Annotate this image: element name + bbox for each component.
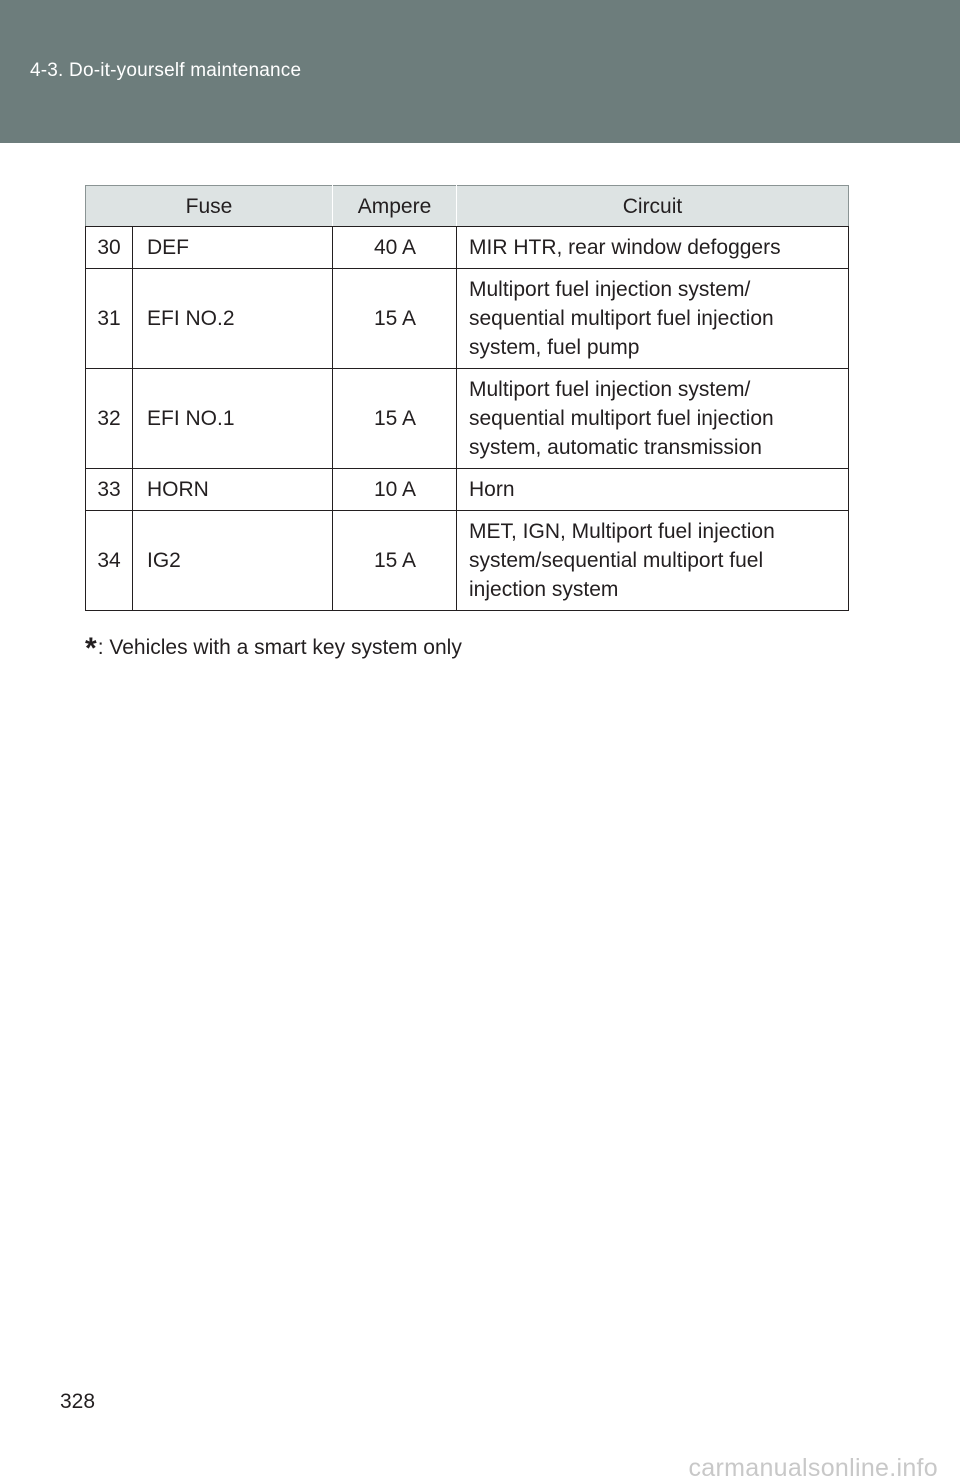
fuse-name: EFI NO.1 [133, 369, 333, 469]
fuse-name: HORN [133, 469, 333, 511]
fuse-name: IG2 [133, 511, 333, 611]
fuse-number: 30 [86, 227, 133, 269]
table-row [86, 511, 849, 611]
fuse-circuit: MET, IGN, Multiport fuel injection system/sequential multiport fuel injection system [457, 511, 849, 611]
fuse-circuit: Multiport fuel injection system/ sequential multiport fuel injection system, fuel pump [457, 269, 849, 369]
table-header-row [86, 186, 849, 227]
watermark: carmanualsonline.info [688, 1454, 938, 1482]
fuse-table [85, 185, 849, 611]
fuse-ampere: 15 A [333, 369, 457, 469]
fuse-number: 33 [86, 469, 133, 511]
column-header-ampere: Ampere [333, 186, 457, 227]
fuse-circuit: Horn [457, 469, 849, 511]
fuse-name: DEF [133, 227, 333, 269]
table-row [86, 469, 849, 511]
table-row [86, 269, 849, 369]
fuse-circuit: Multiport fuel injection system/ sequential multiport fuel injection system, automatic transmission [457, 369, 849, 469]
table-row [86, 227, 849, 269]
fuse-ampere: 15 A [333, 269, 457, 369]
fuse-circuit: MIR HTR, rear window defoggers [457, 227, 849, 269]
page-number: 328 [60, 1390, 96, 1413]
column-header-circuit: Circuit [457, 186, 849, 227]
section-title: 4-3. Do-it-yourself maintenance [30, 60, 302, 81]
footnote [85, 630, 462, 665]
fuse-number: 32 [86, 369, 133, 469]
fuse-number: 31 [86, 269, 133, 369]
table-row [86, 369, 849, 469]
section-header-band [0, 0, 960, 143]
fuse-ampere: 15 A [333, 511, 457, 611]
fuse-ampere: 10 A [333, 469, 457, 511]
column-header-fuse: Fuse [86, 186, 333, 227]
footnote-text: : Vehicles with a smart key system only [97, 636, 462, 659]
footnote-marker: * [85, 632, 97, 665]
fuse-number: 34 [86, 511, 133, 611]
fuse-ampere: 40 A [333, 227, 457, 269]
fuse-name: EFI NO.2 [133, 269, 333, 369]
